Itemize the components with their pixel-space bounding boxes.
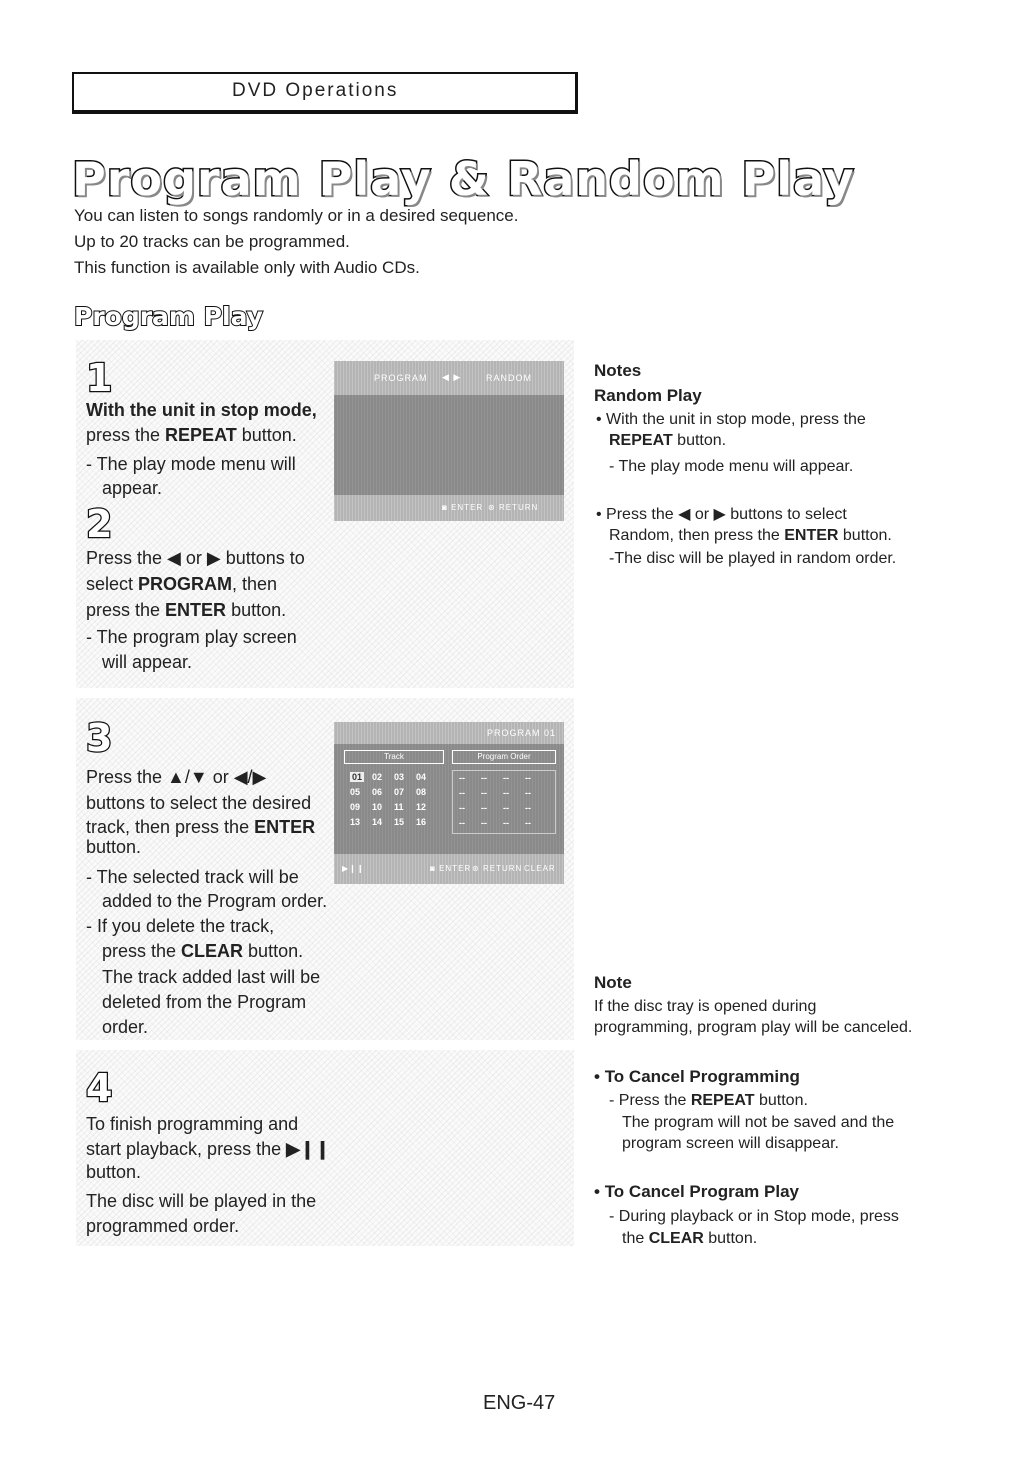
play-mode-screen — [334, 361, 564, 521]
cancel-play-heading: • To Cancel Program Play — [594, 1182, 799, 1201]
order-slot-0[interactable]: -- — [459, 773, 465, 783]
order-slot-13[interactable]: -- — [481, 818, 487, 828]
step4-line3: button. — [86, 1162, 142, 1182]
step1-sub1: - The play mode menu will — [86, 454, 296, 474]
track-cell-11[interactable]: 12 — [416, 802, 427, 812]
play-pause-icon: ▶❙❙ — [286, 1139, 331, 1159]
order-slot-1[interactable]: -- — [481, 773, 487, 783]
order-slot-2[interactable]: -- — [503, 773, 509, 783]
random-play-heading: Random Play — [594, 386, 702, 405]
track-cell-0[interactable]: 01 — [352, 772, 363, 782]
track-cell-12[interactable]: 13 — [350, 817, 361, 827]
order-slot-14[interactable]: -- — [503, 818, 509, 828]
track-cell-3[interactable]: 04 — [416, 772, 427, 782]
random-b1-sub: - The play mode menu will appear. — [609, 458, 854, 475]
track-cell-8[interactable]: 09 — [350, 802, 361, 812]
track-cell-10[interactable]: 11 — [394, 802, 404, 812]
random-b1-line1: • With the unit in stop mode, press the — [596, 411, 866, 428]
step4-line4: The disc will be played in the — [86, 1191, 317, 1211]
random-b2-line1: • Press the ◀ or ▶ buttons to select — [596, 506, 847, 523]
step4-line5: programmed order. — [86, 1216, 240, 1236]
clear-label: CLEAR — [524, 864, 556, 873]
step3-sub3: - If you delete the track, — [86, 916, 275, 936]
order-slot-4[interactable]: -- — [459, 788, 465, 798]
step2-sub1: - The program play screen — [86, 627, 297, 647]
step4-line1: To finish programming and — [86, 1114, 299, 1134]
track-cell-5[interactable]: 06 — [372, 787, 383, 797]
track-cell-9[interactable]: 10 — [372, 802, 383, 812]
step3-line2: buttons to select the desired — [86, 793, 312, 813]
random-b1-line2: REPEAT button. — [609, 432, 727, 449]
track-cell-7[interactable]: 08 — [416, 787, 427, 797]
note-line1: If the disc tray is opened during — [594, 998, 817, 1015]
intro-line-2: Up to 20 tracks can be programmed. — [74, 232, 350, 251]
step2-sub2: will appear. — [102, 652, 193, 672]
step2-line3: press the ENTER button. — [86, 600, 287, 620]
cancel-programming-line3: program screen will disappear. — [622, 1135, 839, 1152]
program-order-header: Program Order — [452, 750, 556, 764]
left-arrow-icon: ◀ — [167, 548, 181, 568]
program-footer-bar — [334, 854, 564, 884]
step-number-2: 2 — [86, 502, 113, 546]
step3-line1: Press the ▲/▼ or ◀/▶ — [86, 767, 267, 787]
program-screen — [334, 722, 564, 884]
step2-line1: Press the ◀ or ▶ buttons to — [86, 548, 305, 568]
program-header-bar — [334, 722, 564, 744]
right-arrow-icon: ▶ — [713, 506, 726, 523]
notes-heading: Notes — [594, 361, 642, 380]
order-slot-6[interactable]: -- — [503, 788, 509, 798]
left-right-arrow-icon: ◀/▶ — [233, 767, 267, 787]
page-number: ENG-47 — [483, 1392, 556, 1414]
step3-sub2: added to the Program order. — [102, 891, 328, 911]
step4-line2: start playback, press the ▶❙❙ — [86, 1139, 331, 1159]
program-label: PROGRAM — [374, 373, 428, 383]
track-cell-13[interactable]: 14 — [372, 817, 383, 827]
track-header: Track — [344, 750, 444, 764]
step3-sub5: The track added last will be — [102, 967, 321, 987]
cancel-programming-line1: - Press the REPEAT button. — [609, 1092, 808, 1109]
order-slot-5[interactable]: -- — [481, 788, 487, 798]
step3-sub7: order. — [102, 1017, 149, 1037]
step1-line1: With the unit in stop mode, — [86, 400, 317, 420]
step3-sub6: deleted from the Program — [102, 992, 307, 1012]
cancel-programming-line2: The program will not be saved and the — [622, 1114, 895, 1131]
track-cell-2[interactable]: 03 — [394, 772, 405, 782]
random-label: RANDOM — [486, 373, 532, 383]
step1-sub2: appear. — [102, 478, 163, 498]
return-label: ⊛ RETURN — [488, 503, 539, 512]
order-slot-7[interactable]: -- — [525, 788, 531, 798]
right-arrow-icon: ▶ — [206, 548, 221, 568]
track-grid — [344, 770, 444, 834]
random-b2-sub: -The disc will be played in random order. — [609, 550, 897, 567]
step-number-4: 4 — [86, 1066, 113, 1110]
step3-line3: track, then press the ENTER — [86, 817, 316, 837]
cancel-play-line1: - During playback or in Stop mode, press — [609, 1208, 899, 1225]
track-cell-1[interactable]: 02 — [372, 772, 383, 782]
order-slot-8[interactable]: -- — [459, 803, 465, 813]
play-mode-header-bar — [334, 361, 564, 395]
track-cell-4[interactable]: 05 — [350, 787, 361, 797]
note-line2: programming, program play will be canceled. — [594, 1019, 913, 1036]
order-slot-11[interactable]: -- — [525, 803, 531, 813]
intro-line-3: This function is available only with Audio CDs. — [74, 258, 420, 277]
left-arrow-icon: ◀ — [678, 506, 691, 523]
play-pause-icon: ▶❙❙ — [342, 864, 365, 873]
note-heading: Note — [594, 973, 632, 992]
subsection-title: Program Play — [74, 302, 263, 331]
step-number-3: 3 — [86, 716, 113, 760]
track-cell-14[interactable]: 15 — [394, 817, 405, 827]
cancel-programming-heading: • To Cancel Programming — [594, 1067, 800, 1086]
order-slot-15[interactable]: -- — [525, 818, 531, 828]
left-right-arrow-icon: ◀ ▶ — [442, 372, 462, 382]
order-slot-12[interactable]: -- — [459, 818, 465, 828]
step2-line2: select PROGRAM, then — [86, 574, 278, 594]
section-header-box — [72, 72, 578, 114]
up-down-arrow-icon: ▲/▼ — [167, 767, 208, 787]
intro-line-1: You can listen to songs randomly or in a desired sequence. — [74, 206, 519, 225]
step3-line4: button. — [86, 837, 142, 857]
step1-line2: press the REPEAT button. — [86, 425, 297, 445]
page-title: Program Play & Random Play — [72, 152, 855, 206]
program-number-label: PROGRAM 01 — [486, 728, 556, 738]
step3-sub1: - The selected track will be — [86, 867, 299, 887]
random-b2-line2: Random, then press the ENTER button. — [609, 527, 892, 544]
step-number-1: 1 — [86, 356, 113, 400]
return-label: ⊛ RETURN — [472, 864, 523, 873]
enter-label: ◙ ENTER — [430, 864, 472, 873]
track-cell-15[interactable]: 16 — [416, 817, 427, 827]
play-mode-footer-bar — [334, 495, 564, 521]
order-slot-9[interactable]: -- — [481, 803, 487, 813]
cancel-play-line2: the CLEAR button. — [622, 1230, 758, 1247]
order-slot-10[interactable]: -- — [503, 803, 509, 813]
enter-label: ◙ ENTER — [442, 503, 484, 512]
order-slot-3[interactable]: -- — [525, 773, 531, 783]
track-cell-6[interactable]: 07 — [394, 787, 405, 797]
section-label: DVD Operations — [232, 80, 399, 101]
step3-sub4: press the CLEAR button. — [102, 941, 304, 961]
program-order-grid — [452, 770, 556, 834]
